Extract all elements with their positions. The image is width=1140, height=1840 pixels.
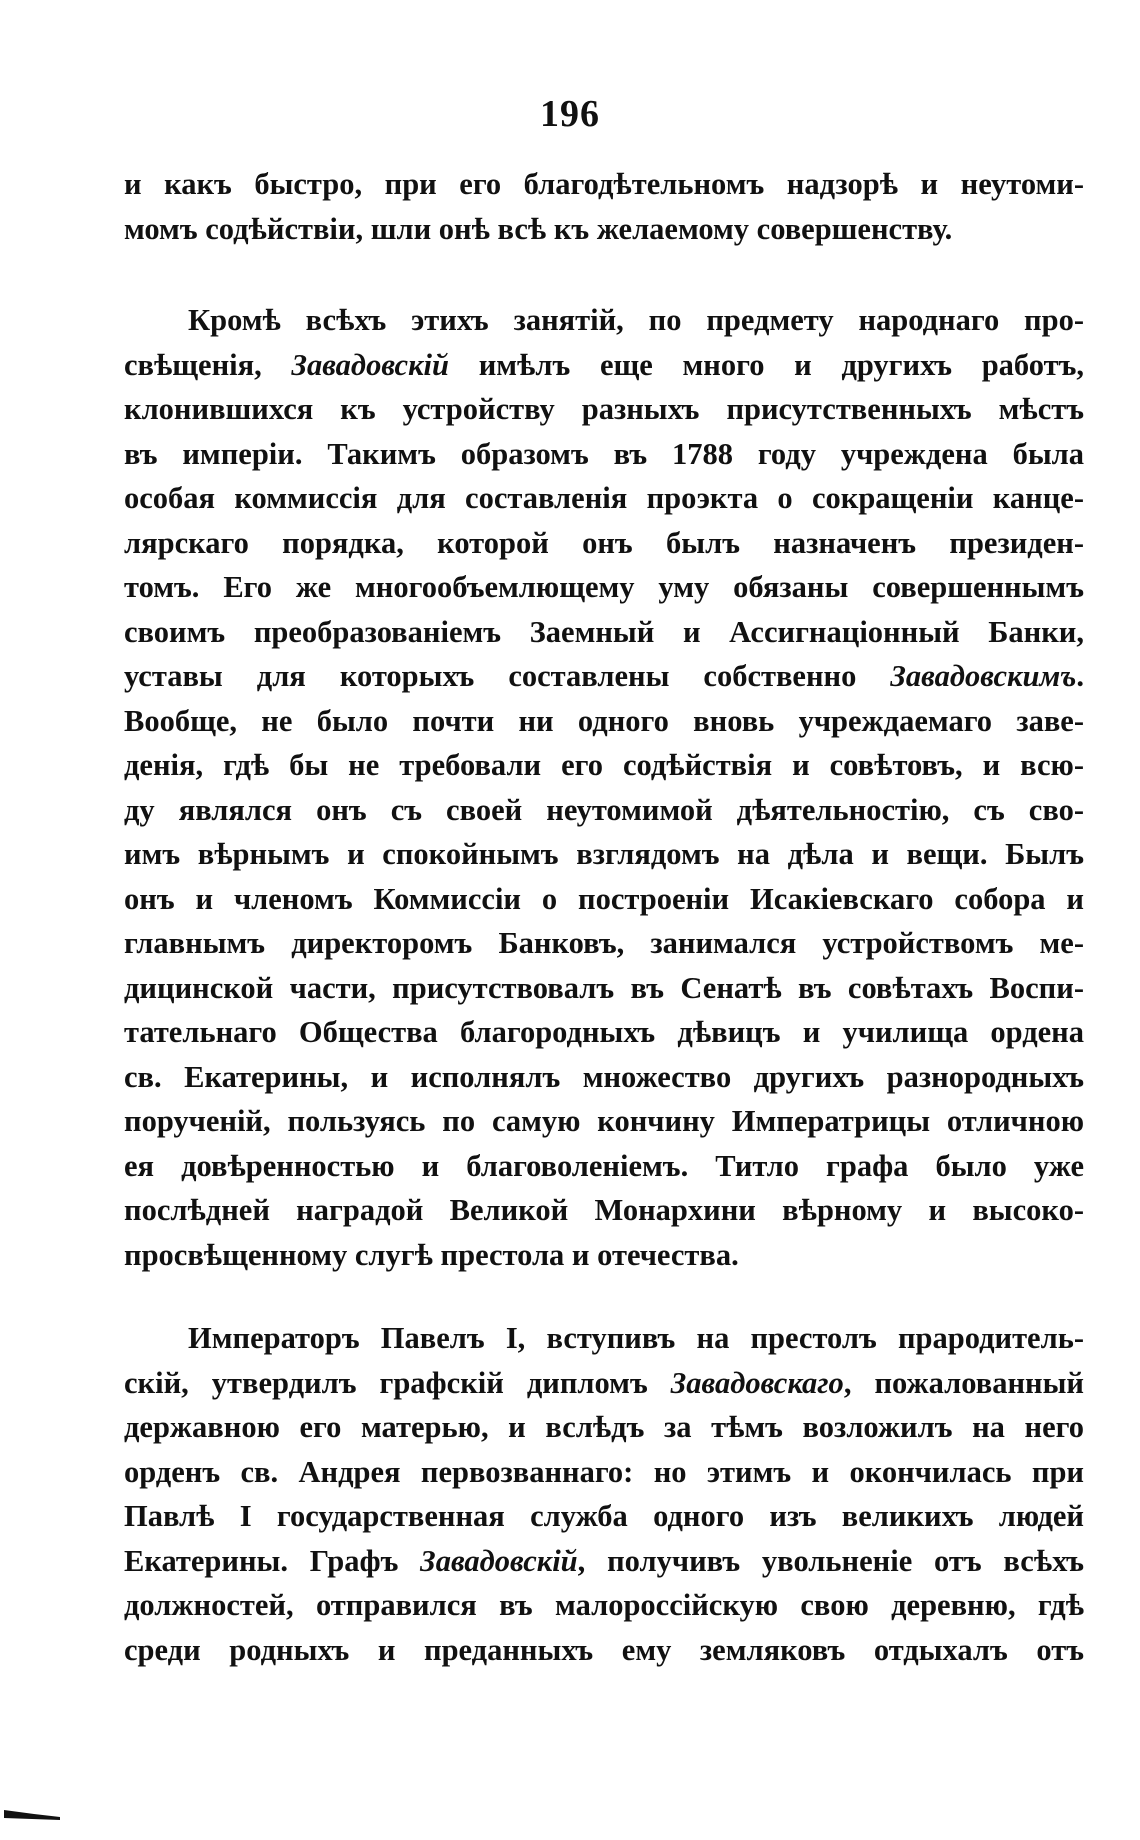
- text-line: св. Екатерины, и исполнялъ множество другихъ разнородныхъ: [124, 1059, 1084, 1094]
- text-line: державною его матерью, и вслѣдъ за тѣмъ возложилъ на него: [124, 1410, 1084, 1444]
- surname-italic: Завадовскимъ: [890, 659, 1077, 693]
- text-line: особая коммиссія для составленія проэкта о сокращеніи канце-: [124, 481, 1084, 515]
- text-line: и какъ быстро, при его благодѣтельномъ надзорѣ и неутоми-: [124, 167, 1084, 201]
- paragraph-3: [124, 1316, 1084, 1672]
- text-line: среди родныхъ и преданныхъ ему земляковъ отдыхалъ отъ: [124, 1632, 1084, 1667]
- text-line: главнымъ директоромъ Банковъ, занимался устройствомъ ме-: [124, 926, 1084, 960]
- text-line: Императоръ Павелъ I, вступивъ на престолъ прародитель-: [188, 1321, 1084, 1355]
- text-line: тательнаго Общества благородныхъ дѣвицъ и училища ордена: [124, 1015, 1084, 1049]
- text-line: томъ. Его же многообъемлющему уму обязаны совершеннымъ: [124, 570, 1084, 604]
- text-line: онъ и членомъ Коммиссіи о построеніи Исакіевскаго собора и: [124, 881, 1084, 916]
- paragraph-2: [124, 298, 1084, 1277]
- text-line: Павлѣ I государственная служба одного изъ великихъ людей: [124, 1499, 1084, 1533]
- text-line: Вообще, не было почти ни одного вновь учреждаемаго заве-: [124, 703, 1084, 738]
- text-line: денія, гдѣ бы не требовали его содѣйствія и совѣтовъ, и всю-: [124, 748, 1084, 782]
- page-number: 196: [540, 93, 600, 135]
- text-line: свѣщенія, Завадовскій имѣлъ еще много и другихъ работъ,: [124, 347, 1084, 382]
- text-line: момъ содѣйствіи, шли онѣ всѣ къ желаемому совершенству.: [124, 211, 953, 246]
- text-line: должностей, отправился въ малороссійскую свою деревню, гдѣ: [124, 1588, 1084, 1622]
- text-line: Екатерины. Графъ Завадовскій, получивъ увольненіе отъ всѣхъ: [124, 1543, 1084, 1578]
- surname-italic: Завадовскій: [291, 347, 449, 382]
- text-line: уставы для которыхъ составлены собственно Завадовскимъ.: [124, 659, 1084, 693]
- text-line: лярскаго порядка, которой онъ былъ назначенъ президен-: [124, 525, 1084, 560]
- text-line: ду являлся онъ съ своей неутомимой дѣятельностію, съ сво-: [124, 792, 1084, 827]
- text-line: въ имперіи. Такимъ образомъ въ 1788 году учреждена была: [124, 436, 1084, 471]
- text-line: послѣдней наградой Великой Монархини вѣрному и высоко-: [124, 1193, 1084, 1227]
- surname-italic: Завадовскаго: [670, 1365, 844, 1400]
- text-line: ея довѣренностью и благоволеніемъ. Титло графа было уже: [124, 1148, 1084, 1183]
- text-line: имъ вѣрнымъ и спокойнымъ взглядомъ на дѣла и вещи. Былъ: [124, 837, 1084, 871]
- surname-italic: Завадовскій: [420, 1543, 578, 1578]
- scan-margin-mark: [4, 1808, 60, 1822]
- text-line: порученій, пользуясь по самую кончину Императрицы отличною: [124, 1104, 1084, 1138]
- text-line: дицинской части, присутствовалъ въ Сенатѣ въ совѣтахъ Воспи-: [124, 970, 1084, 1005]
- text-line: орденъ св. Андрея первозваннаго: но этимъ и окончилась при: [124, 1454, 1084, 1489]
- text-line: скій, утвердилъ графскій дипломъ Завадовскаго, пожалованный: [124, 1365, 1085, 1400]
- paragraph-1: [124, 162, 1084, 251]
- text-line: своимъ преобразованіемъ Заемный и Ассигнаціонный Банки,: [124, 614, 1084, 649]
- text-line: просвѣщенному слугѣ престола и отечества.: [124, 1237, 739, 1272]
- text-line: клонившихся къ устройству разныхъ присутственныхъ мѣстъ: [124, 392, 1084, 426]
- text-line: Кромѣ всѣхъ этихъ занятій, по предмету народнаго про-: [188, 303, 1084, 337]
